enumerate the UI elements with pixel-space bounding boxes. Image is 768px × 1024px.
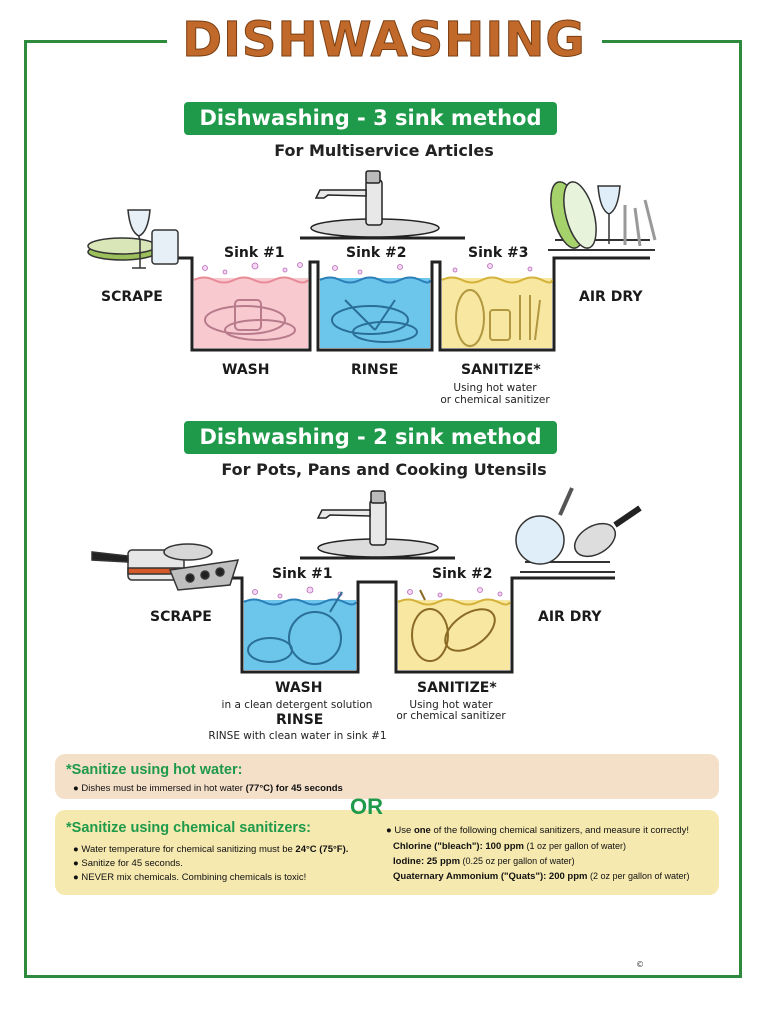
three-sink-air-dry-label: AIR DRY — [579, 289, 643, 305]
chlorine-line: Chlorine ("bleach"): 100 ppm (1 oz per gallon of water) — [393, 841, 627, 852]
three-sink-scrape-label: SCRAPE — [101, 289, 163, 305]
two-sink-sink1-label: Sink #1 — [272, 566, 333, 582]
copyright: © — [636, 960, 644, 969]
three-sink-sanitize-note1: Using hot water — [453, 382, 537, 394]
chemical-right-intro: ● Use one of the following chemical sanitizers, and measure it correctly! — [386, 825, 690, 836]
three-sink-sanitize-note2: or chemical sanitizer — [440, 394, 550, 406]
two-sink-scrape-label: SCRAPE — [150, 609, 212, 625]
drying-pans-icon — [516, 488, 640, 572]
two-sink-sanitize-label: SANITIZE* — [417, 680, 497, 696]
three-sink-rinse-label: RINSE — [351, 362, 399, 378]
quats-line: Quaternary Ammonium ("Quats"): 200 ppm (2 oz per gallon of water) — [393, 871, 690, 882]
chemical-bullet-1: ● Water temperature for chemical sanitizing must be 24°C (75°F). — [73, 844, 349, 855]
chemical-bullet-3: ● NEVER mix chemicals. Combining chemicals is toxic! — [73, 872, 307, 883]
two-sink-subtitle: For Pots, Pans and Cooking Utensils — [221, 460, 547, 479]
two-sink-sanitize-water — [398, 600, 510, 670]
three-sink-sink1-label: Sink #1 — [224, 245, 285, 261]
page-title: DISHWASHING — [182, 12, 586, 68]
chemical-heading: *Sanitize using chemical sanitizers: — [66, 820, 311, 836]
two-sink-air-dry-label: AIR DRY — [538, 609, 602, 625]
two-sink-sink2-label: Sink #2 — [432, 566, 493, 582]
three-sink-banner: Dishwashing - 3 sink method — [184, 102, 557, 135]
three-sink-sanitize-label: SANITIZE* — [461, 362, 541, 378]
hot-water-bullet: ● Dishes must be immersed in hot water (77°C) for 45 seconds — [73, 783, 343, 794]
two-sink-wash-label: WASH — [275, 680, 323, 696]
two-sink-banner: Dishwashing - 2 sink method — [184, 421, 557, 454]
faucet-icon — [300, 491, 455, 558]
pots-pans-icon — [92, 544, 238, 590]
two-sink-rinse-note: RINSE with clean water in sink #1 — [208, 730, 387, 742]
three-sink-wash-label: WASH — [222, 362, 270, 378]
two-sink-rinse-label: RINSE — [276, 712, 324, 728]
three-sink-sink2-label: Sink #2 — [346, 245, 407, 261]
two-sink-wash-note: in a clean detergent solution — [221, 699, 373, 711]
or-label: OR — [350, 794, 383, 819]
three-sink-sink3-label: Sink #3 — [468, 245, 529, 261]
two-sink-sanitize-note2: or chemical sanitizer — [396, 710, 506, 722]
three-sink-subtitle: For Multiservice Articles — [274, 141, 494, 160]
hot-water-heading: *Sanitize using hot water: — [66, 762, 243, 778]
two-sink-sanitize-note1: Using hot water — [409, 699, 493, 711]
chemical-bullet-2: ● Sanitize for 45 seconds. — [73, 858, 183, 869]
iodine-line: Iodine: 25 ppm (0.25 oz per gallon of water) — [393, 856, 575, 867]
